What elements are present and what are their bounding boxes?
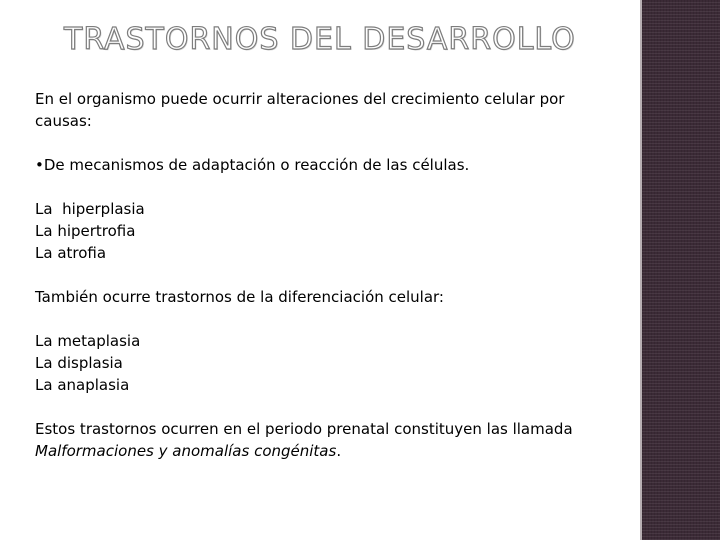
spacer [35,308,625,330]
list-item-displasia: La displasia [35,354,123,372]
intro-line-1: En el organismo puede ocurrir alteraciones del crecimiento celular por [35,90,565,108]
closing-line-1: Estos trastornos ocurren en el periodo prenatal constituyen las llamada [35,420,573,438]
closing-line-2 [35,440,625,462]
list-item-anaplasia: La anaplasia [35,376,130,394]
spacer [35,396,625,418]
spacer [35,132,625,154]
list-item-atrofia: La atrofia [35,244,107,262]
list-item-metaplasia: La metaplasia [35,332,141,350]
list-item-hiperplasia: La hiperplasia [35,200,145,218]
intro-line-2: causas: [35,112,92,130]
slide-title: TRASTORNOS DEL DESARROLLO [64,22,576,57]
closing-period: . [336,442,342,460]
spacer [35,176,625,198]
spacer [35,264,625,286]
bullet-line: •De mecanismos de adaptación o reacción de las células. [35,156,470,174]
list-item-hipertrofia: La hipertrofia [35,222,136,240]
closing-italic-text: Malformaciones y anomalías congénitas [35,442,337,460]
slide-body [35,88,625,462]
decorative-side-bar [642,0,720,540]
differentiation-heading: También ocurre trastornos de la diferenciación celular: [35,288,444,306]
